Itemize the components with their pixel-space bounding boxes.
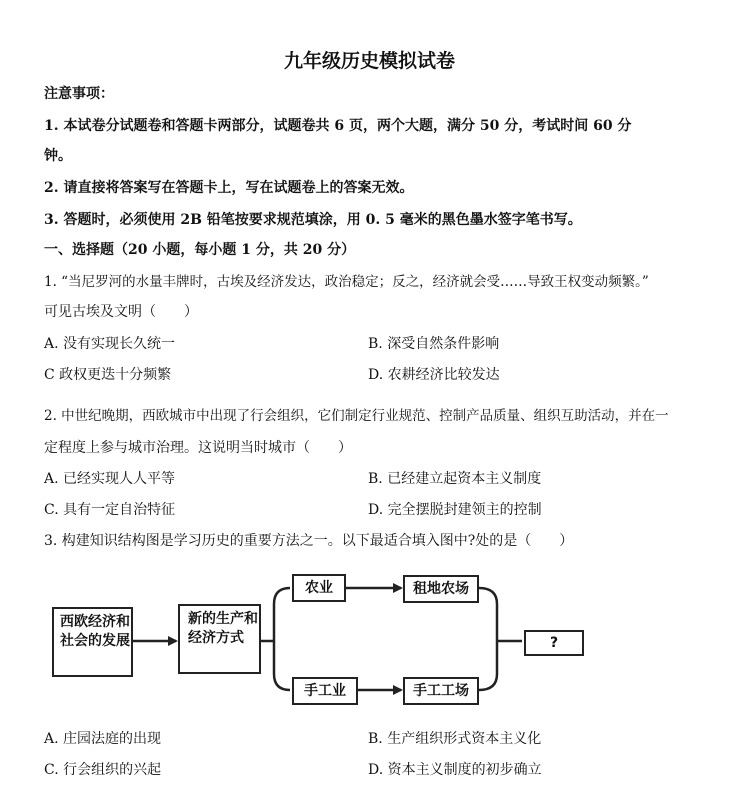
notice-heading: 注意事项： (44, 86, 114, 102)
q3-option-c: C. 行会组织的兴起 (44, 762, 162, 778)
q3-option-d: D. 资本主义制度的初步确立 (368, 762, 542, 778)
q3-stem: 3. 构建知识结构图是学习历史的重要方法之一。以下最适合填入图中?处的是（ ） (44, 533, 574, 549)
q1-stem-continued: 可见古埃及文明（ ） (44, 304, 198, 320)
q1-option-c: C 政权更迭十分频繁 (44, 367, 172, 383)
q2-stem-continued: 定程度上参与城市治理。这说明当时城市（ ） (44, 440, 352, 456)
q3-option-b: B. 生产组织形式资本主义化 (368, 731, 542, 747)
q1-option-b: B. 深受自然条件影响 (368, 336, 500, 352)
q2-option-a: A. 已经实现人人平等 (44, 471, 176, 487)
page-title: 九年级历史模拟试卷 (283, 50, 455, 72)
bracket-left (274, 588, 290, 690)
diagram-box-answer-blank: ? (524, 630, 584, 656)
section-heading: 一、选择题（20 小题，每小题 1 分，共 20 分） (44, 242, 356, 258)
notice-item-1-continued: 钟。 (44, 148, 72, 164)
diagram-box-workshop: 手工工场 (403, 677, 479, 705)
q1-stem: 1. “当尼罗河的水量丰牌时，古埃及经济发达，政治稳定；反之，经济就会受……导致王权变动频繁。” (44, 274, 649, 290)
q3-option-a: A. 庄园法庭的出现 (44, 731, 162, 747)
q2-option-d: D. 完全摆脱封建领主的控制 (368, 502, 542, 518)
diagram-box-middle: 新的生产和经济方式 (178, 604, 261, 674)
notice-item-1: 1. 本试卷分试题卷和答题卡两部分，试题卷共 6 页，两个大题，满分 50 分，考试时间 60 分 (44, 118, 632, 134)
diagram-box-start: 西欧经济和社会的发展 (52, 607, 133, 677)
q2-stem: 2. 中世纪晚期，西欧城市中出现了行会组织，它们制定行业规范、控制产品质量、组织互助活动，并在一 (44, 408, 669, 424)
bracket-right (479, 588, 497, 690)
q1-option-a: A. 没有实现长久统一 (44, 336, 176, 352)
q1-option-d: D. 农耕经济比较发达 (368, 367, 500, 383)
diagram-box-agriculture: 农业 (292, 574, 346, 602)
q2-option-c: C. 具有一定自治特征 (44, 502, 176, 518)
q2-option-b: B. 已经建立起资本主义制度 (368, 471, 542, 487)
diagram-box-handicraft: 手工业 (292, 677, 358, 705)
notice-item-2: 2. 请直接将答案写在答题卡上，写在试题卷上的答案无效。 (44, 180, 414, 196)
notice-item-3: 3. 答题时，必须使用 2B 铅笔按要求规范填涂，用 0. 5 毫米的黑色墨水签字笔书写。 (44, 212, 582, 228)
diagram-box-leased-farm: 租地农场 (403, 575, 479, 603)
